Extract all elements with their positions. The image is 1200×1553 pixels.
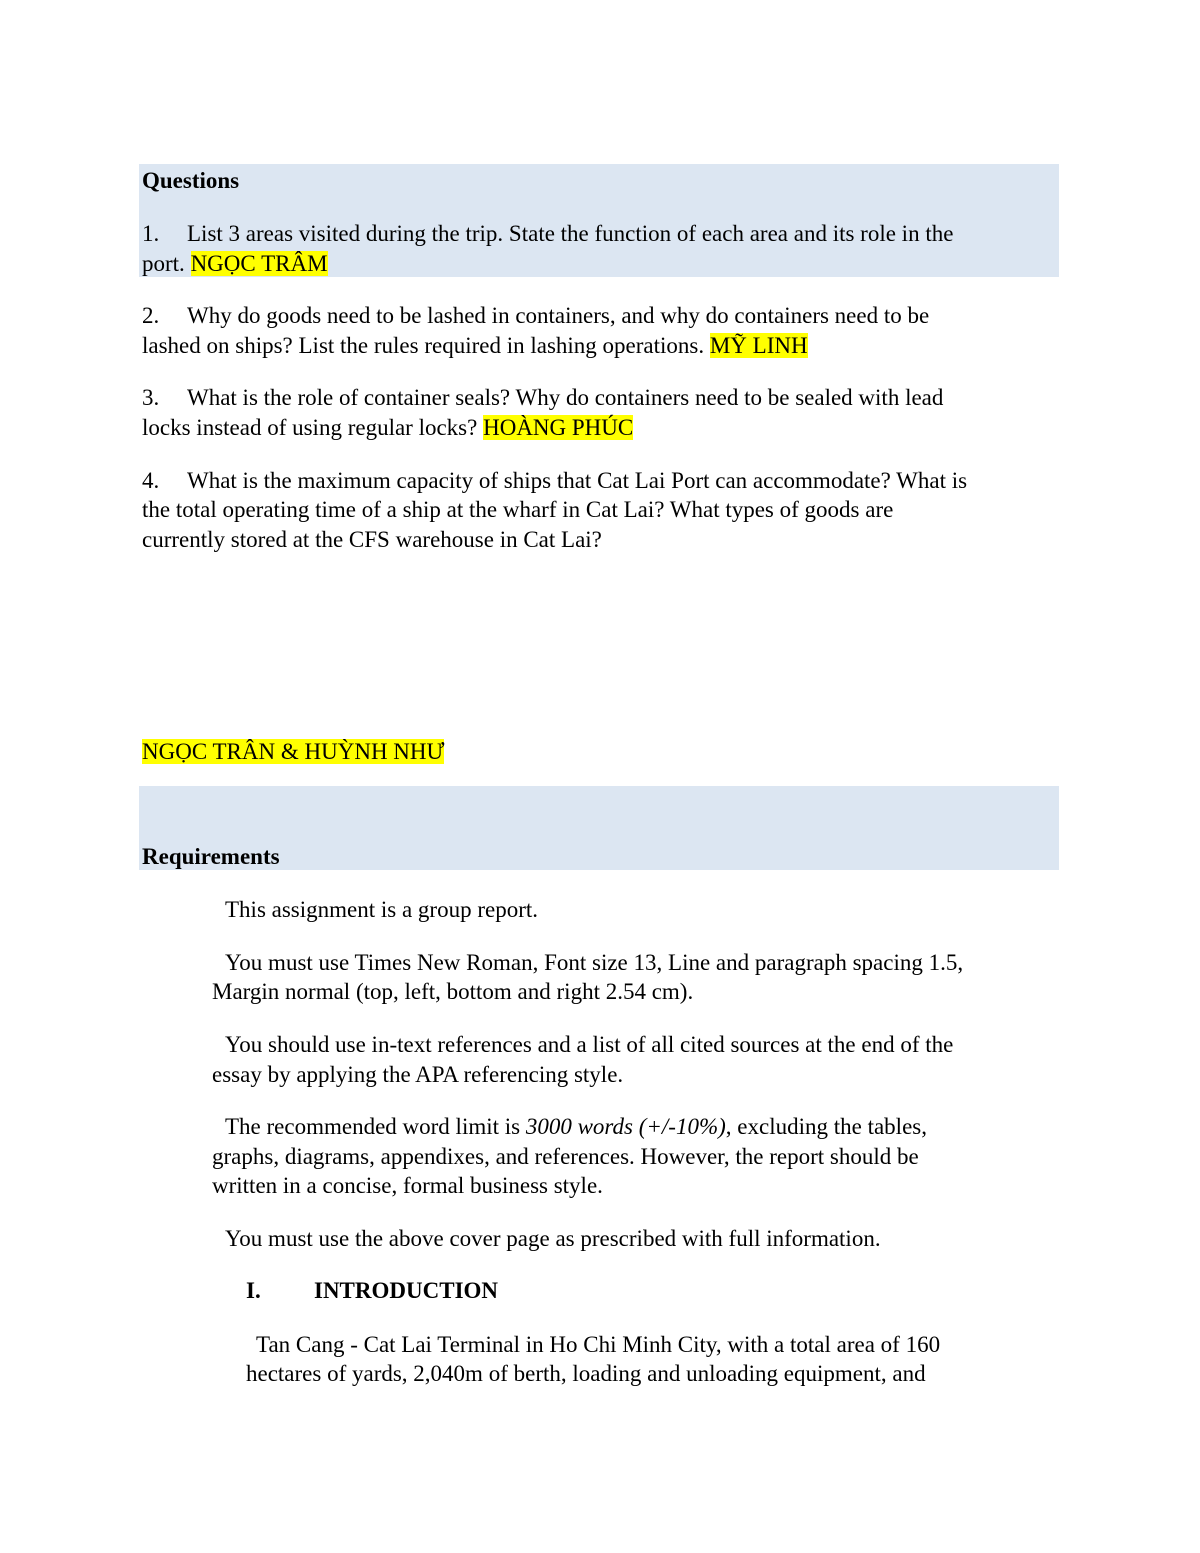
question-4-line-3: currently stored at the CFS warehouse in Cat Lai? (142, 527, 602, 552)
requirement-2-line-2: Margin normal (top, left, bottom and right 2.54 cm). (212, 979, 694, 1004)
requirement-3-line-1: You should use in-text references and a list of all cited sources at the end of the (225, 1032, 954, 1057)
question-4-line-2: the total operating time of a ship at the wharf in Cat Lai? What types of goods are (142, 497, 894, 522)
requirement-1: This assignment is a group report. (225, 897, 539, 922)
question-3-line-2 (142, 413, 633, 443)
requirement-4-pre: The recommended word limit is (225, 1114, 526, 1139)
requirement-4-word-limit: 3000 words (+/-10%) (525, 1114, 726, 1139)
requirement-4-line-3: written in a concise, formal business style. (212, 1173, 603, 1198)
requirement-2-line-1: You must use Times New Roman, Font size 13, Line and paragraph spacing 1.5, (225, 950, 964, 975)
question-2-line-2 (142, 331, 808, 361)
question-1-number: 1. (142, 221, 160, 246)
question-2-assignee: MỸ LINH (709, 333, 808, 358)
question-3-text-cont: locks instead of using regular locks? (142, 415, 484, 440)
question-2-text: Why do goods need to be lashed in containers, and why do containers need to be (187, 303, 930, 328)
assignees-note (142, 737, 444, 767)
question-1-assignee: NGỌC TRÂM (190, 251, 328, 276)
introduction-line-2: hectares of yards, 2,040m of berth, loading and unloading equipment, and (246, 1361, 926, 1386)
question-1-text: List 3 areas visited during the trip. State the function of each area and its role in the (187, 221, 954, 246)
question-2-line-1 (142, 301, 929, 331)
requirements-heading: Requirements (142, 844, 280, 869)
question-3-assignee: HOÀNG PHÚC (483, 415, 634, 440)
question-3-text: What is the role of container seals? Why do containers need to be sealed with lead (187, 385, 944, 410)
requirement-5: You must use the above cover page as prescribed with full information. (225, 1226, 881, 1251)
question-1-line-2 (142, 249, 328, 279)
introduction-line-1: Tan Cang - Cat Lai Terminal in Ho Chi Minh City, with a total area of 160 (256, 1332, 941, 1357)
assignees-note-text: NGỌC TRÂN & HUỲNH NHƯ (142, 739, 445, 764)
requirement-4-line-2: graphs, diagrams, appendixes, and references. However, the report should be (212, 1144, 919, 1169)
requirement-3-line-2: essay by applying the APA referencing style. (212, 1062, 624, 1087)
question-3-line-1 (142, 383, 943, 413)
introduction-heading-line (246, 1276, 498, 1306)
question-4-text: What is the maximum capacity of ships that Cat Lai Port can accommodate? What is (187, 468, 968, 493)
question-1-text-cont: port. (142, 251, 191, 276)
introduction-numeral: I. (246, 1278, 261, 1303)
question-1-line-1 (142, 219, 953, 249)
requirement-4-post: , excluding the tables, (725, 1114, 927, 1139)
question-3-number: 3. (142, 385, 160, 410)
question-4-number: 4. (142, 468, 160, 493)
question-2-number: 2. (142, 303, 160, 328)
introduction-heading: INTRODUCTION (314, 1278, 499, 1303)
question-2-text-cont: lashed on ships? List the rules required in lashing operations. (142, 333, 710, 358)
questions-heading: Questions (142, 168, 240, 193)
question-4-line-1 (142, 466, 967, 496)
requirement-4-line-1 (225, 1112, 927, 1142)
